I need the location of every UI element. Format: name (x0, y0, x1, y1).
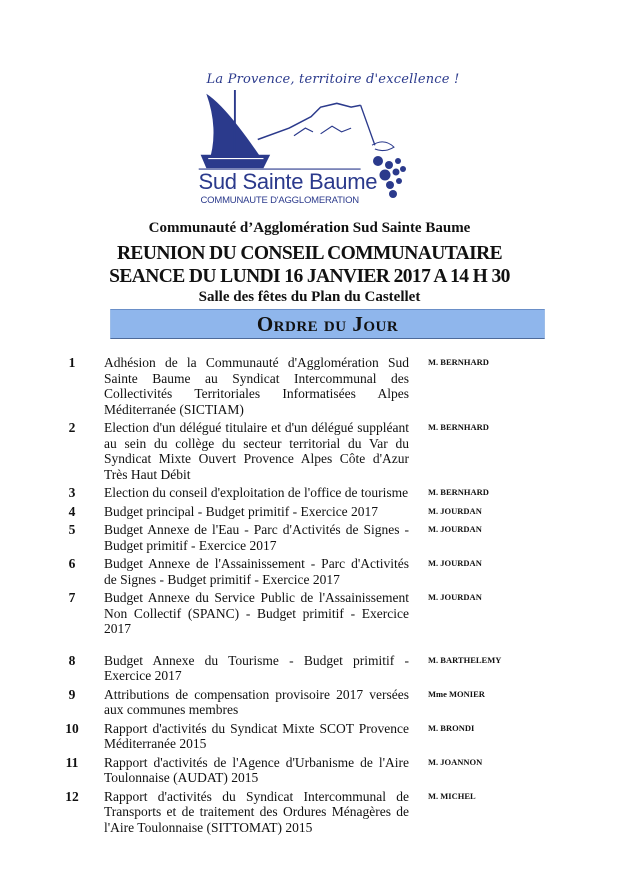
agenda-item-number: 11 (65, 754, 79, 770)
agenda-item-text: Attributions de compensation provisoire 2017 versées aux communes membres (104, 686, 409, 717)
agenda-list (0, 355, 619, 835)
agenda-item-speaker: M. BARTHELEMY (428, 654, 502, 665)
agenda-item (0, 420, 619, 482)
agenda-item (0, 485, 619, 501)
agenda-item (0, 653, 619, 684)
logo-brand-subtitle: COMMUNAUTE D'AGGLOMERATION (200, 195, 359, 206)
agenda-item-speaker: M. BERNHARD (428, 422, 489, 432)
agenda-item (0, 687, 619, 718)
agenda-item-speaker: M. JOANNON (428, 756, 483, 767)
agenda-item-number: 6 (68, 556, 76, 571)
agenda-item-number: 2 (68, 420, 76, 435)
agenda-banner (110, 309, 545, 339)
agenda-item-number: 12 (65, 788, 79, 804)
meeting-title: REUNION DU CONSEIL COMMUNAUTAIRE (116, 243, 503, 264)
organization-logo (193, 0, 460, 212)
agenda-item (0, 755, 619, 786)
sail-main-shape (206, 94, 265, 164)
agenda-item-text: Budget Annexe de l'Assainissement - Parc d'Activités de Signes - Budget primitif - Exercice 2017 (104, 556, 409, 587)
agenda-item-speaker: Mme MONIER (428, 688, 485, 699)
organization-name: Communauté d’Agglomération Sud Sainte Baume (148, 220, 471, 236)
agenda-item-number: 8 (68, 652, 76, 668)
agenda-item-text: Rapport d'activités de l'Agence d'Urbanisme de l'Aire Toulonnaise (AUDAT) 2015 (104, 754, 409, 785)
agenda-item (0, 556, 619, 587)
agenda-item-number: 4 (68, 503, 76, 519)
agenda-item (0, 522, 619, 553)
document-header (0, 218, 619, 307)
leaf-outline (372, 142, 394, 151)
agenda-item-number: 1 (68, 355, 76, 370)
mountain-ridge (257, 103, 360, 139)
logo-slogan: La Provence, territoire d'excellence ! (206, 72, 460, 87)
agenda-item-number: 9 (68, 686, 76, 702)
agenda-item-text: Adhésion de la Communauté d'Agglomération Sud Sainte Baume au Syndicat Intercommunal des Collectivités Territoriales Informatisées Alpes Méditerranée (SICTIAM) (104, 355, 409, 417)
agenda-item (0, 504, 619, 520)
agenda-item-speaker: M. JOURDAN (428, 505, 482, 516)
agenda-item-text: Election d'un délégué titulaire et d'un délégué suppléant au sein du collège du secteur territorial du Var du Syndicat Mixte Ouvert Provence Alpes Côte d'Azur Très Haut Débit (104, 420, 409, 482)
agenda-item-text: Budget Annexe du Service Public de l'Assainissement Non Collectif (SPANC) - Budget primitif - Exercice 2017 (104, 590, 409, 636)
hull-shape (200, 155, 270, 168)
agenda-item-number: 3 (68, 485, 76, 500)
mountain-detail (293, 126, 350, 136)
agenda-item-speaker: M. JOURDAN (428, 558, 482, 568)
agenda-item-speaker: M. BERNHARD (428, 357, 489, 367)
agenda-item-number: 7 (68, 590, 76, 605)
mountain-slope (360, 105, 374, 145)
agenda-item (0, 355, 619, 417)
agenda-item-text: Rapport d'activités du Syndicat Intercommunal de Transports et de traitement des Ordures Ménagères de l'Aire Toulonnaise (SITTOMAT) 2015 (104, 788, 409, 835)
agenda-item-speaker: M. BERNHARD (428, 487, 489, 497)
agenda-item (0, 789, 619, 836)
agenda-item-text: Budget principal - Budget primitif - Exercice 2017 (104, 503, 379, 519)
agenda-item-text: Election du conseil d'exploitation de l'office de tourisme (104, 485, 409, 500)
agenda-item-speaker: M. BRONDI (428, 722, 475, 733)
agenda-item-number: 5 (68, 522, 76, 537)
meeting-venue: Salle des fêtes du Plan du Castellet (198, 289, 421, 305)
agenda-item (0, 721, 619, 752)
agenda-item-speaker: M. JOURDAN (428, 524, 482, 534)
agenda-item-text: Budget Annexe du Tourisme - Budget primitif - Exercice 2017 (104, 652, 409, 683)
agenda-item-text: Budget Annexe de l'Eau - Parc d'Activités de Signes - Budget primitif - Exercice 2017 (104, 522, 409, 553)
agenda-item-number: 10 (65, 720, 79, 736)
agenda-banner-title: Ordre du Jour (256, 312, 399, 336)
agenda-item (0, 590, 619, 637)
agenda-item-speaker: M. MICHEL (428, 790, 476, 801)
agenda-item-text: Rapport d'activités du Syndicat Mixte SCOT Provence Méditerranée 2015 (104, 720, 409, 751)
meeting-date: SEANCE DU LUNDI 16 JANVIER 2017 A 14 H 30 (109, 266, 510, 287)
agenda-item-speaker: M. JOURDAN (428, 592, 482, 602)
logo-brand-name: Sud Sainte Baume (198, 169, 378, 194)
